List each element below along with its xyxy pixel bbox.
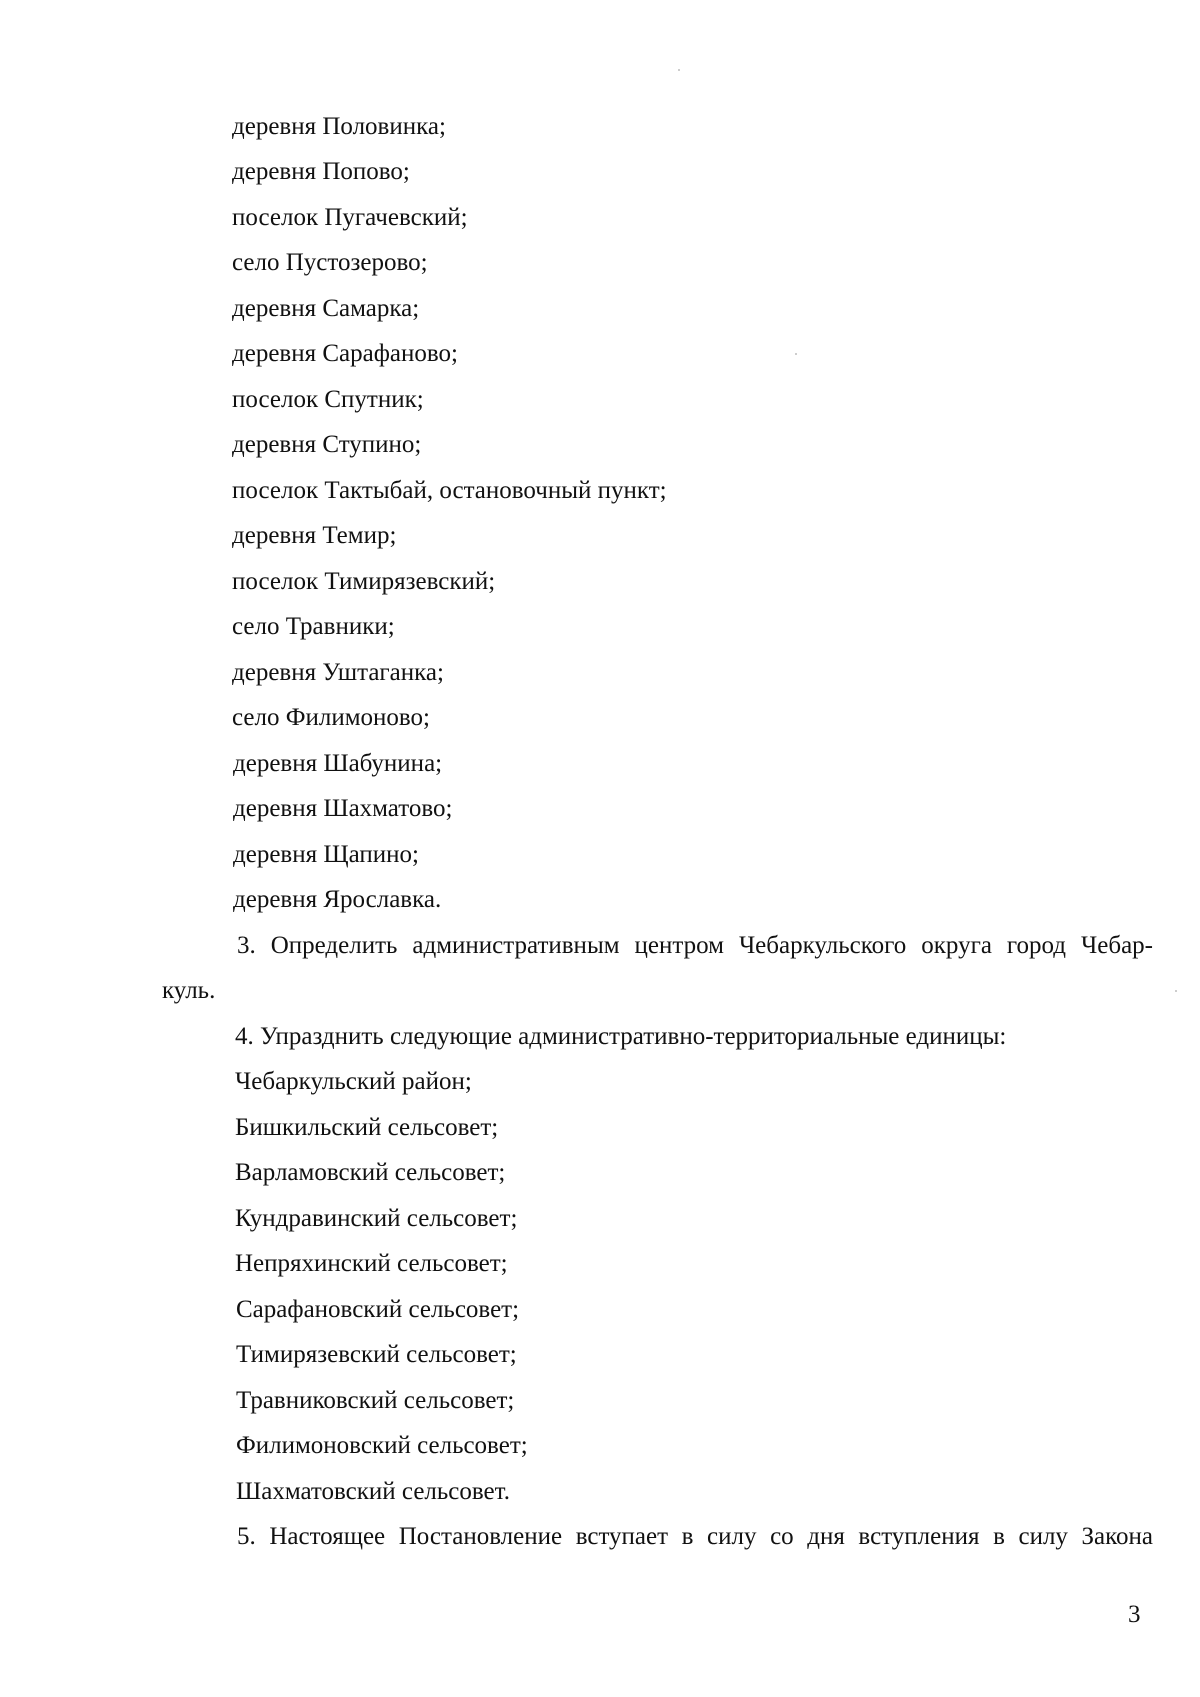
clause-3-line-2: куль. xyxy=(162,977,216,1004)
settlement-item: деревня Половинка; xyxy=(232,113,446,140)
settlement-item: деревня Сарафаново; xyxy=(232,340,458,367)
abolished-unit: Тимирязевский сельсовет; xyxy=(236,1341,517,1368)
clause-5-line-1: 5. Настоящее Постановление вступает в силу со дня вступления в силу Закона xyxy=(237,1523,1153,1550)
settlement-item: поселок Тимирязевский; xyxy=(232,568,496,595)
settlement-item: деревня Щапино; xyxy=(233,841,419,868)
settlement-item: деревня Самарка; xyxy=(232,295,420,322)
scan-speck xyxy=(1175,990,1177,992)
settlement-item: деревня Ступино; xyxy=(232,431,422,458)
abolished-unit: Травниковский сельсовет; xyxy=(236,1387,515,1414)
scan-speck xyxy=(795,353,797,355)
settlement-item: деревня Шахматово; xyxy=(233,795,453,822)
abolished-unit: Филимоновский сельсовет; xyxy=(236,1432,528,1459)
settlement-item: деревня Уштаганка; xyxy=(232,659,444,686)
page-number: 3 xyxy=(1128,1601,1141,1628)
settlement-item: деревня Шабунина; xyxy=(233,750,443,777)
settlement-item: деревня Ярославка. xyxy=(233,886,442,913)
settlement-item: деревня Темир; xyxy=(232,522,397,549)
abolished-unit: Чебаркульский район; xyxy=(235,1068,472,1095)
settlement-item: поселок Спутник; xyxy=(232,386,424,413)
settlement-item: село Травники; xyxy=(232,613,395,640)
clause-4-intro: 4. Упразднить следующие административно-территориальные единицы: xyxy=(235,1023,1007,1050)
clause-3-line-1: 3. Определить административным центром Чебаркульского округа город Чебар- xyxy=(237,932,1153,959)
abolished-unit: Кундравинский сельсовет; xyxy=(235,1205,518,1232)
abolished-unit: Шахматовский сельсовет. xyxy=(236,1478,510,1505)
settlement-item: поселок Тактыбай, остановочный пункт; xyxy=(232,477,667,504)
abolished-unit: Бишкильский сельсовет; xyxy=(235,1114,499,1141)
abolished-unit: Варламовский сельсовет; xyxy=(235,1159,506,1186)
abolished-unit: Сарафановский сельсовет; xyxy=(236,1296,520,1323)
abolished-unit: Непряхинский сельсовет; xyxy=(235,1250,508,1277)
settlement-item: село Пустозерово; xyxy=(232,249,428,276)
settlement-item: село Филимоново; xyxy=(232,704,430,731)
settlement-item: деревня Попово; xyxy=(232,158,410,185)
scan-speck xyxy=(678,69,680,71)
settlement-item: поселок Пугачевский; xyxy=(232,204,468,231)
